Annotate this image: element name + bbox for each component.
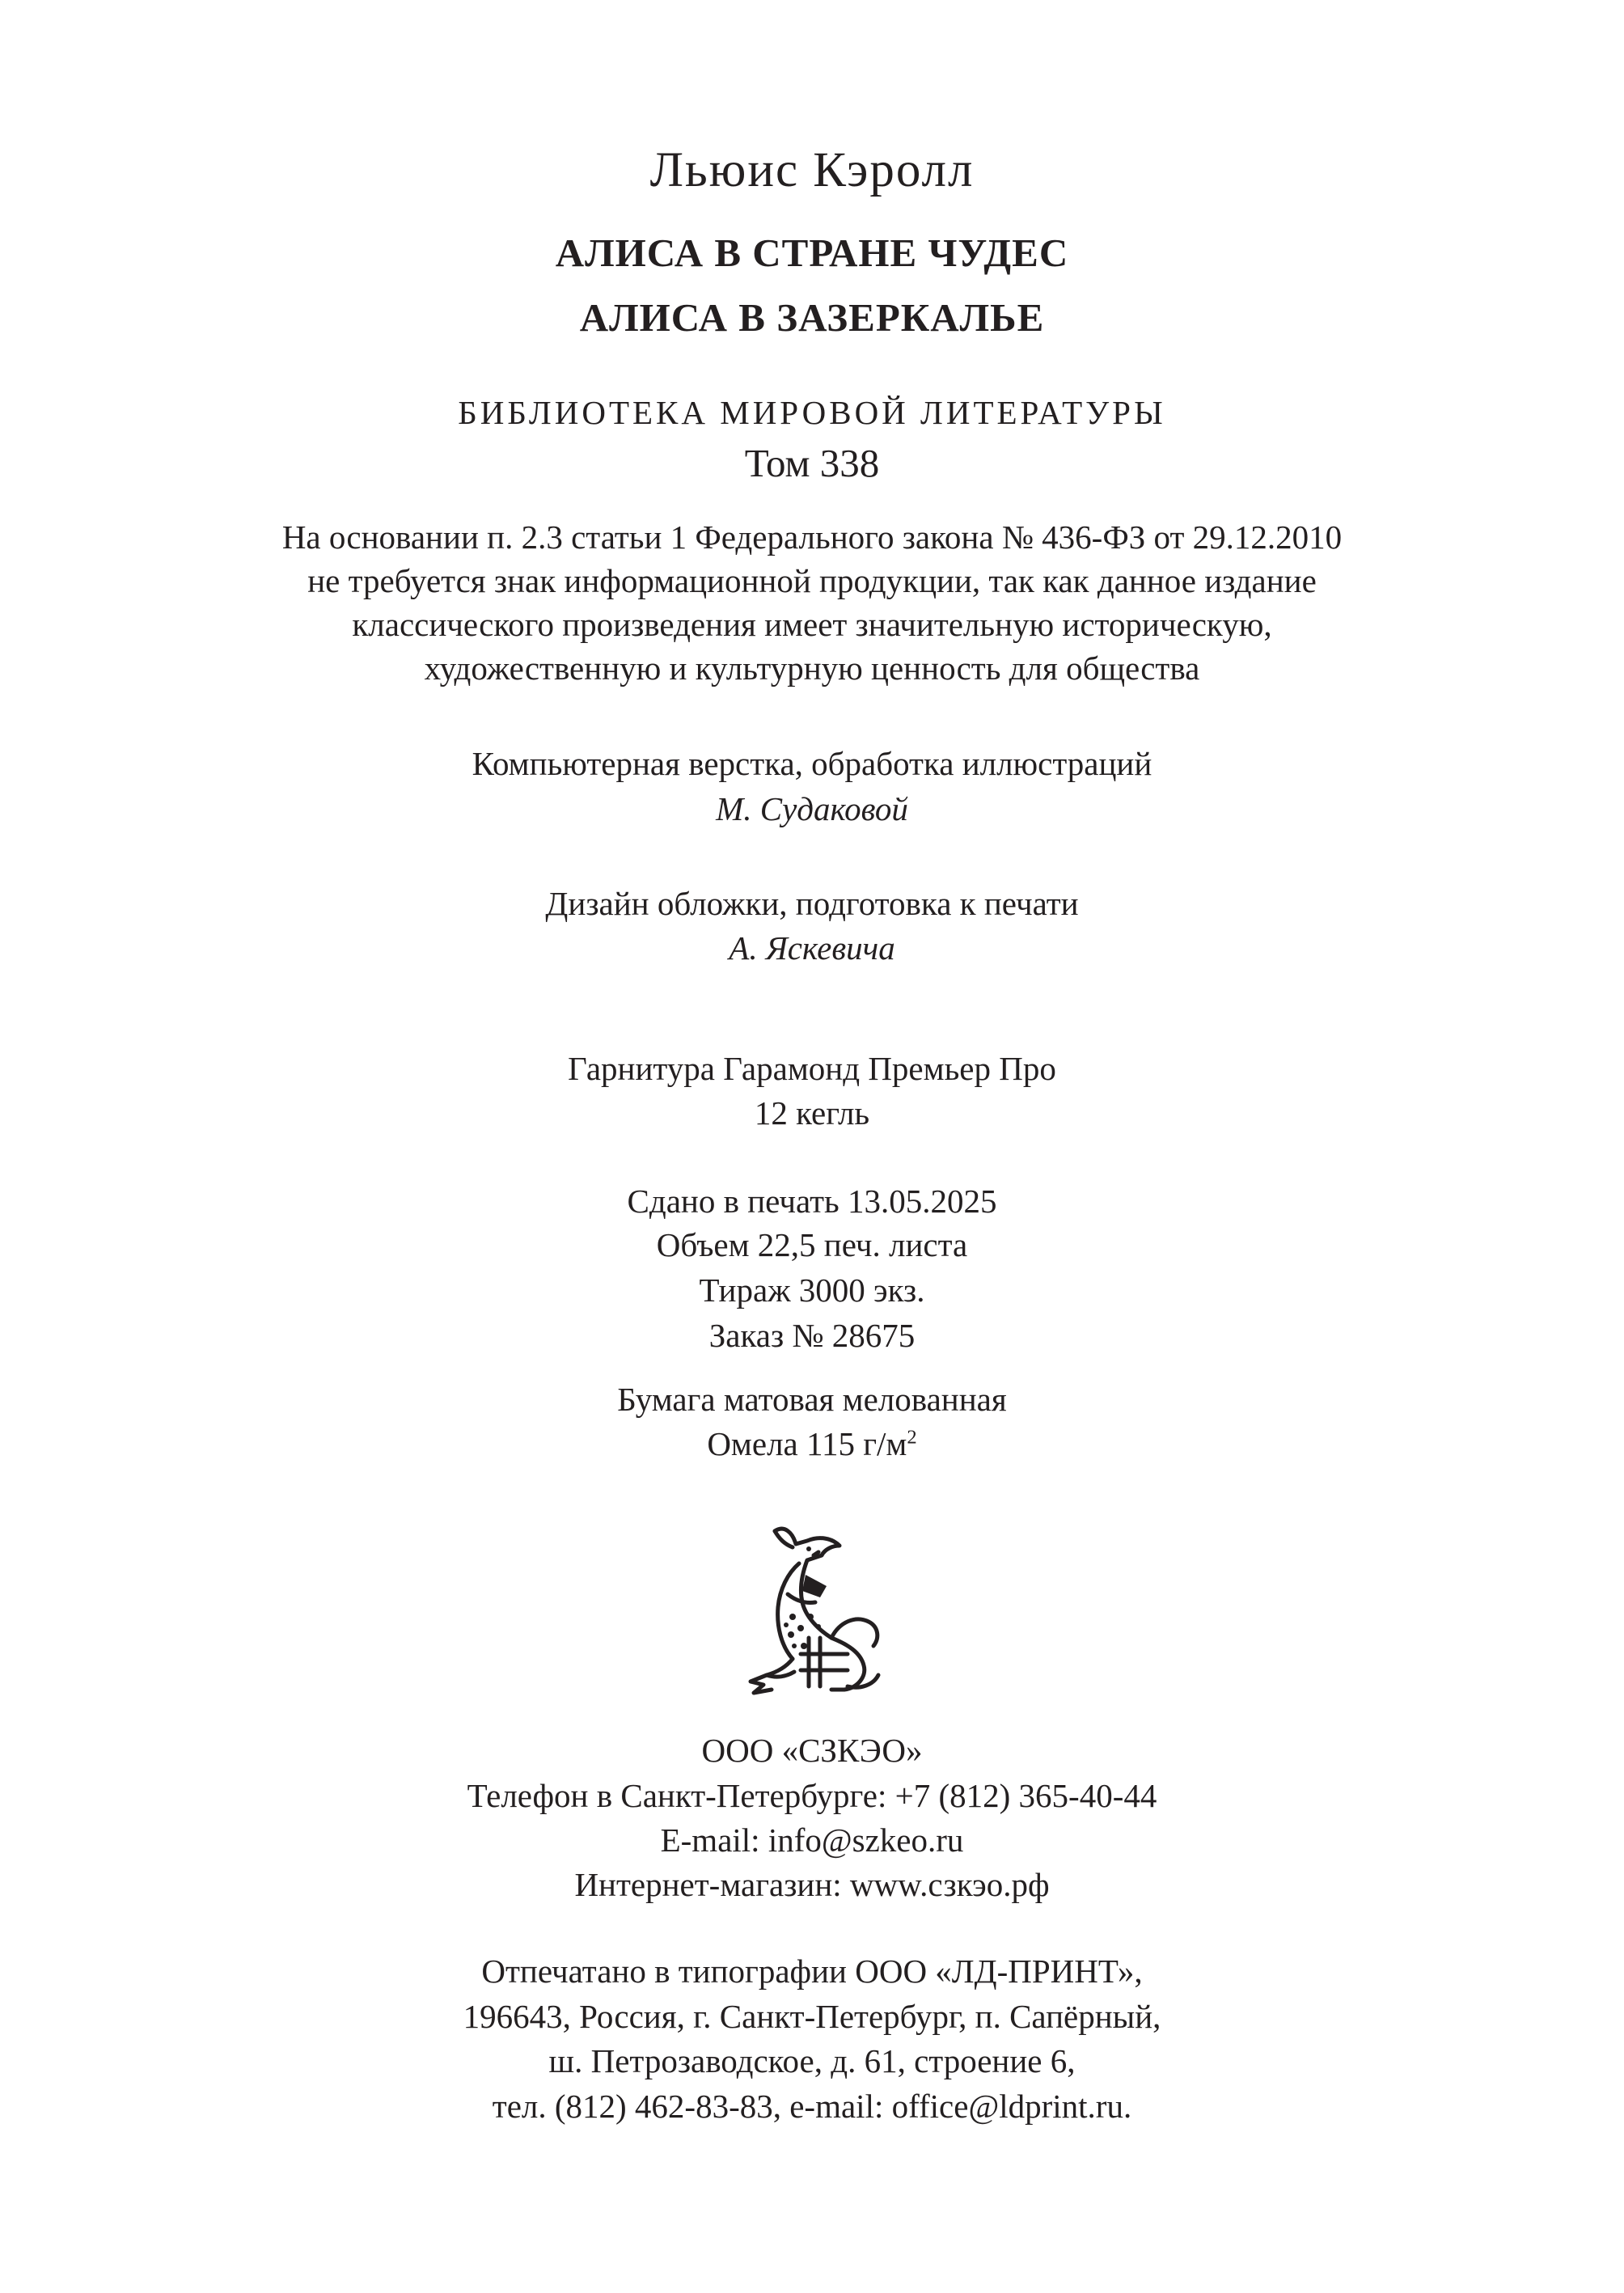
volume-number: Том 338 (744, 441, 880, 485)
printer-info-line: тел. (812) 462-83-83, e-mail: office@ldprint.ru. (492, 2088, 1132, 2125)
legal-notice-line: На основании п. 2.3 статьи 1 Федерального закона № 436-ФЗ от 29.12.2010 (281, 518, 1343, 556)
dragon-emblem-icon (718, 1517, 906, 1704)
printer-info-line: 196643, Россия, г. Санкт-Петербург, п. Сапёрный, (463, 1998, 1161, 2035)
author-name: Льюис Кэролл (649, 143, 975, 197)
print-run: Тираж 3000 экз. (699, 1271, 925, 1309)
publisher-email: E-mail: info@szkeo.ru (660, 1821, 964, 1859)
book-title-2: АЛИСА В ЗАЗЕРКАЛЬЕ (579, 295, 1045, 340)
legal-notice-line: художественную и культурную ценность для общества (424, 649, 1200, 687)
font-size-info: 12 кегль (754, 1094, 870, 1132)
layout-credit-name: М. Судаковой (716, 790, 908, 827)
order-number: Заказ № 28675 (708, 1317, 916, 1354)
design-credit-label: Дизайн обложки, подготовка к печати (545, 885, 1079, 922)
paper-grade: Омела 115 $г/м^2$ (707, 1425, 917, 1462)
printer-info-line: Отпечатано в типографии ООО «ЛД-ПРИНТ», (481, 1952, 1143, 1990)
publisher-shop: Интернет-магазин: www.сзкэо.рф (574, 1866, 1050, 1903)
printer-info-line: ш. Петрозаводское, д. 61, строение 6, (548, 2042, 1076, 2079)
legal-notice-line: классического произведения имеет значительную историческую, (352, 606, 1272, 643)
paper-type: Бумага матовая мелованная (617, 1381, 1007, 1418)
publisher-name: ООО «СЗКЭО» (701, 1732, 923, 1769)
legal-notice-line: не требуется знак информационной продукции, так как данное издание (307, 562, 1317, 599)
print-volume: Объем 22,5 печ. листа (656, 1226, 968, 1263)
book-title-1: АЛИСА В СТРАНЕ ЧУДЕС (555, 231, 1069, 275)
layout-credit-label: Компьютерная верстка, обработка иллюстраций (472, 745, 1152, 782)
design-credit-name: А. Яскевича (729, 929, 895, 967)
print-date: Сдано в печать 13.05.2025 (627, 1182, 997, 1220)
series-name: БИБЛИОТЕКА МИРОВОЙ ЛИТЕРАТУРЫ (458, 394, 1166, 431)
typeface-info: Гарнитура Гарамонд Премьер Про (568, 1050, 1056, 1087)
publisher-phone: Телефон в Санкт-Петербурге: +7 (812) 365-40-44 (467, 1777, 1157, 1814)
